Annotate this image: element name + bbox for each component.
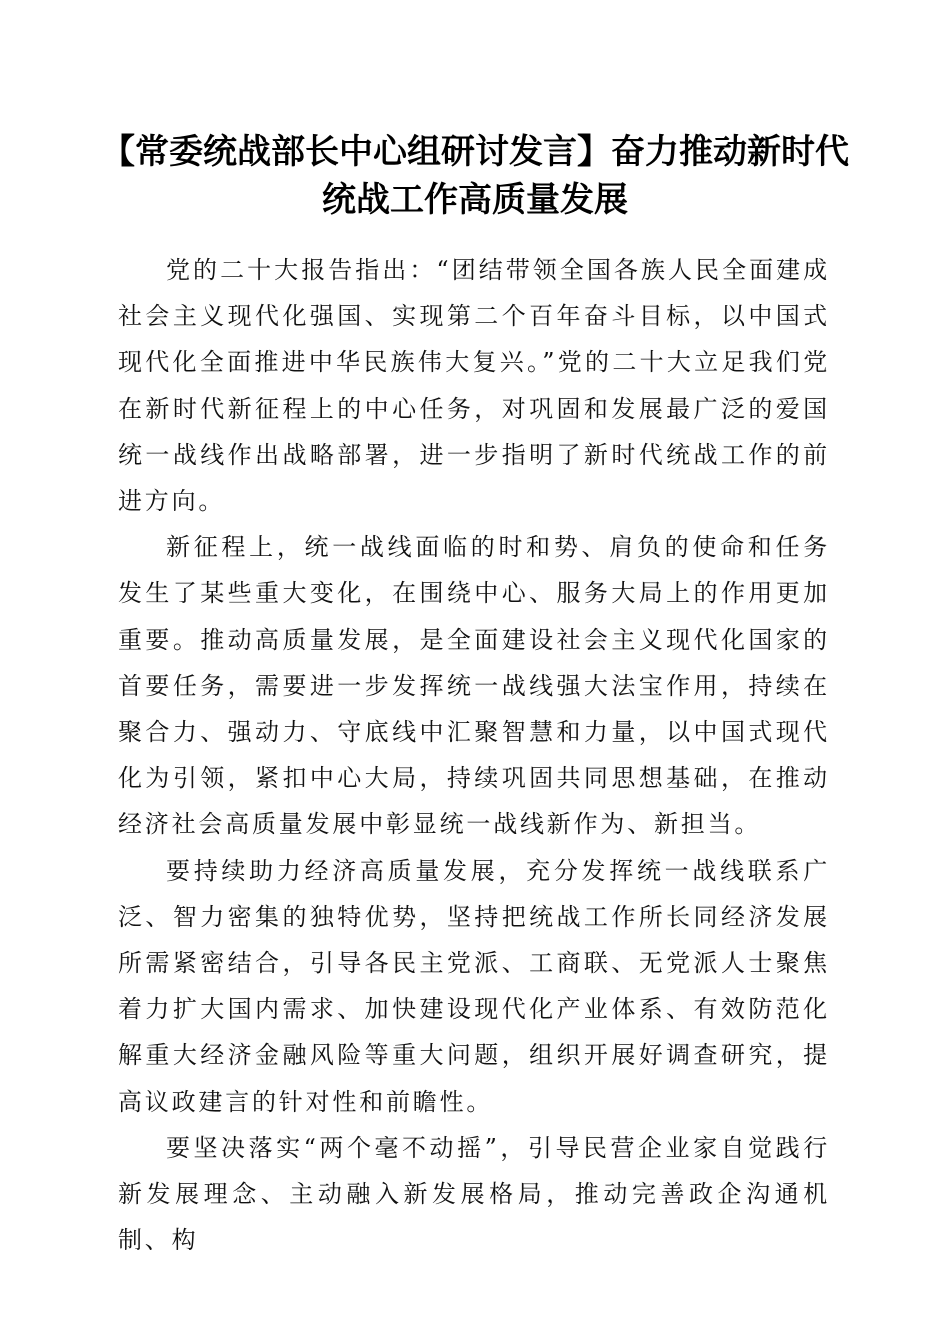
paragraph: 要持续助力经济高质量发展，充分发挥统一战线联系广泛、智力密集的独特优势，坚持把统战工作所长同经济发展所需紧密结合，引导各民主党派、工商联、无党派人士聚焦着力扩大国内需求、加快建设现代化产业体系、有效防范化解重大经济金融风险等重大问题，组织开展好调查研究，提高议政建言的针对性和前瞻性。 [118, 856, 830, 1116]
paragraph: 党的二十大报告指出：“团结带领全国各族人民全面建成社会主义现代化强国、实现第二个百年奋斗目标，以中国式现代化全面推进中华民族伟大复兴。”党的二十大立足我们党在新时代新征程上的中心任务，对巩固和发展最广泛的爱国统一战线作出战略部署，进一步指明了新时代统战工作的前进方向。 [118, 256, 830, 516]
paragraph: 新征程上，统一战线面临的时和势、肩负的使命和任务发生了某些重大变化，在围绕中心、服务大局上的作用更加重要。推动高质量发展，是全面建设社会主义现代化国家的首要任务，需要进一步发挥统一战线强大法宝作用，持续在聚合力、强动力、守底线中汇聚智慧和力量，以中国式现代化为引领，紧扣中心大局，持续巩固共同思想基础，在推动经济社会高质量发展中彰显统一战线新作为、新担当。 [118, 533, 830, 839]
paragraph: 要坚决落实“两个毫不动摇”，引导民营企业家自觉践行新发展理念、主动融入新发展格局，推动完善政企沟通机制、构 [118, 1133, 830, 1255]
document-title: 【常委统战部长中心组研讨发言】奋力推动新时代统战工作高质量发展 [101, 132, 849, 220]
document-body [118, 247, 830, 1263]
